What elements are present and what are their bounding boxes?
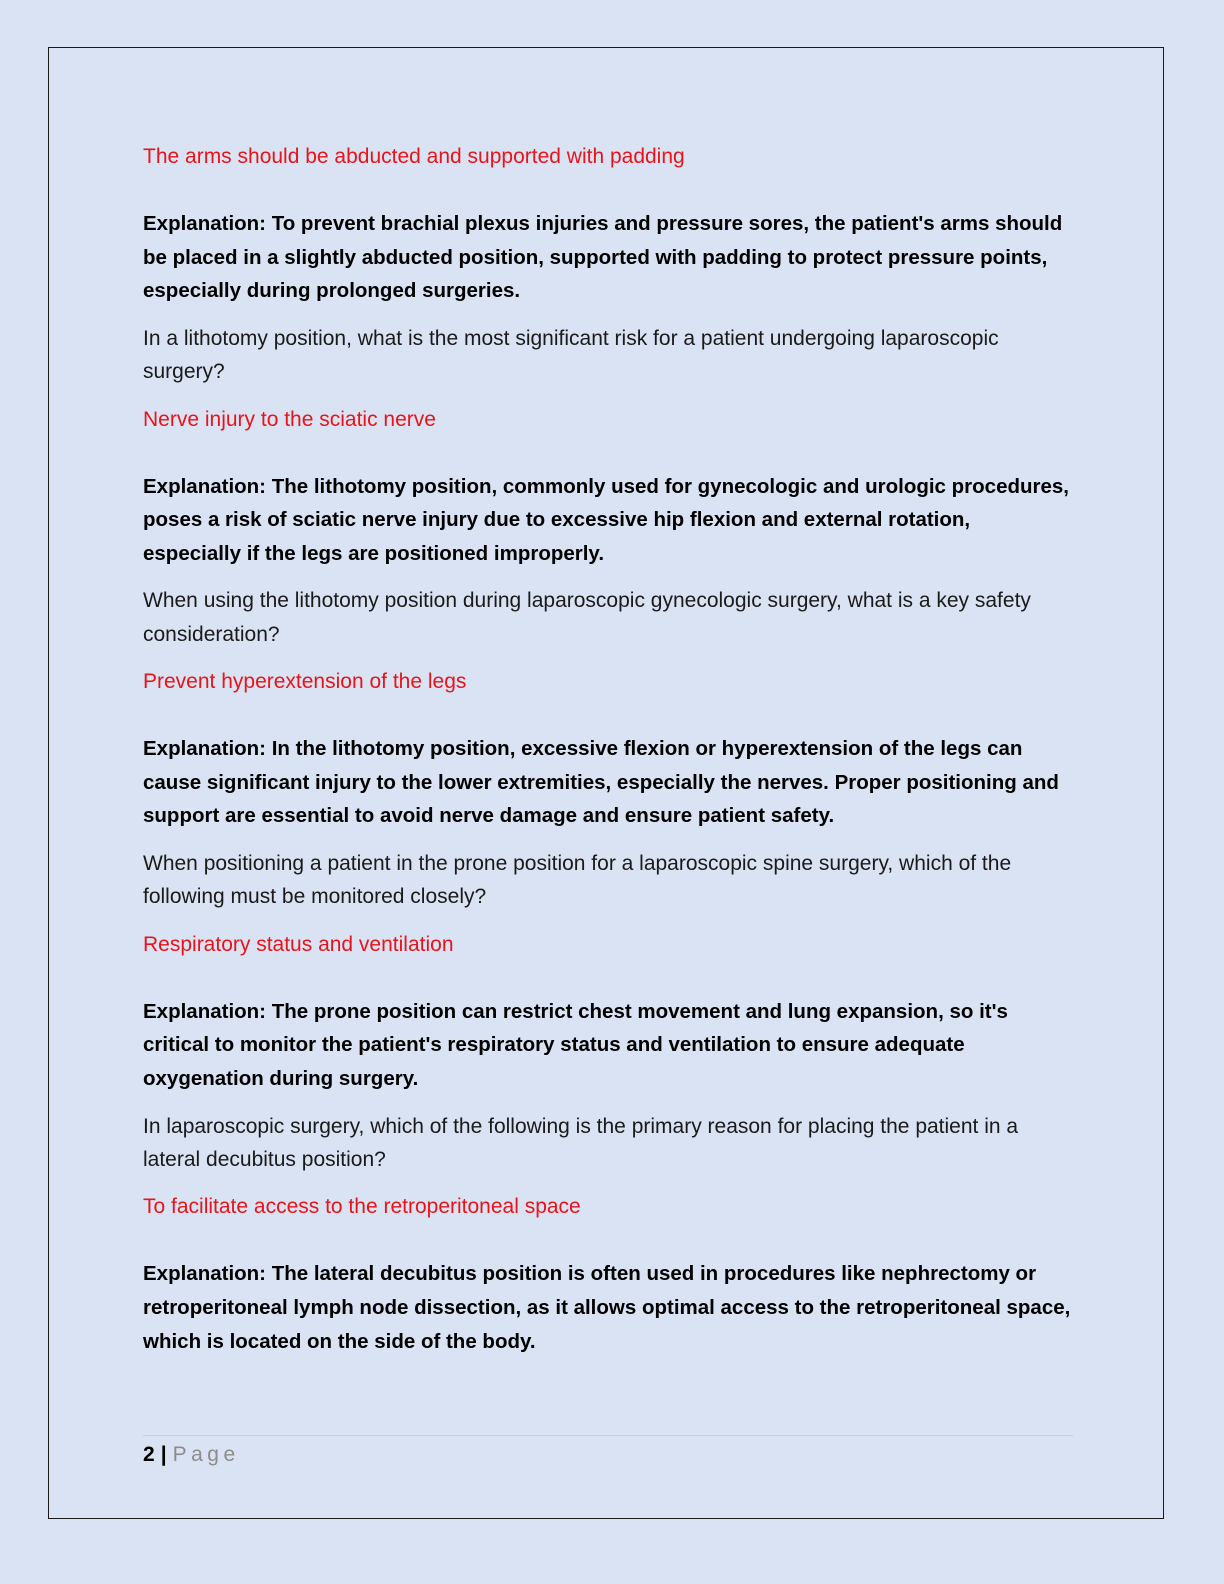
page-label: Page <box>172 1443 240 1466</box>
question-text: When using the lithotomy position during laparoscopic gynecologic surgery, what is a key safety consideration? <box>143 589 1031 646</box>
question-text: In laparoscopic surgery, which of the following is the primary reason for placing the patient in a lateral decubitus position? <box>143 1114 1019 1171</box>
footer-separator: | <box>160 1443 167 1466</box>
page-footer <box>143 1440 240 1470</box>
explanation-text: Explanation: In the lithotomy position, excessive flexion or hyperextension of the legs can cause significant injury to the lower extremities, especially the nerves. Proper positioning and support are essential to avoid nerve damage and ensure patient safety. <box>143 737 1059 828</box>
question-text: When positioning a patient in the prone position for a laparoscopic spine surgery, which of the following must be monitored closely? <box>143 851 1012 909</box>
footer-divider <box>143 1435 1073 1436</box>
page-number: 2 <box>143 1443 155 1466</box>
answer-text: Nerve injury to the sciatic nerve <box>143 407 436 431</box>
answer-text: To facilitate access to the retroperitoneal space <box>143 1195 581 1219</box>
explanation-text: Explanation: The lateral decubitus position is often used in procedures like nephrectomy or retroperitoneal lymph node dissection, as it allows optimal access to the retroperitoneal space, which is located on the side of the body. <box>143 1262 1071 1353</box>
answer-text: The arms should be abducted and supported with padding <box>143 145 685 168</box>
document-body <box>143 140 1073 1372</box>
question-text: In a lithotomy position, what is the most significant risk for a patient undergoing laparoscopic surgery? <box>143 326 999 384</box>
explanation-text: Explanation: The prone position can restrict chest movement and lung expansion, so it's critical to monitor the patient's respiratory status and ventilation to ensure adequate oxygenation during surgery. <box>143 999 1008 1090</box>
answer-text: Prevent hyperextension of the legs <box>143 670 467 694</box>
answer-text: Respiratory status and ventilation <box>143 932 454 956</box>
explanation-text: Explanation: To prevent brachial plexus injuries and pressure sores, the patient's arms should be placed in a slightly abducted position, supported with padding to protect pressure points, especially during prolonged surgeries. <box>143 212 1063 303</box>
explanation-text: Explanation: The lithotomy position, commonly used for gynecologic and urologic procedures, poses a risk of sciatic nerve injury due to excessive hip flexion and external rotation, especially if the legs are positioned improperly. <box>143 474 1070 565</box>
